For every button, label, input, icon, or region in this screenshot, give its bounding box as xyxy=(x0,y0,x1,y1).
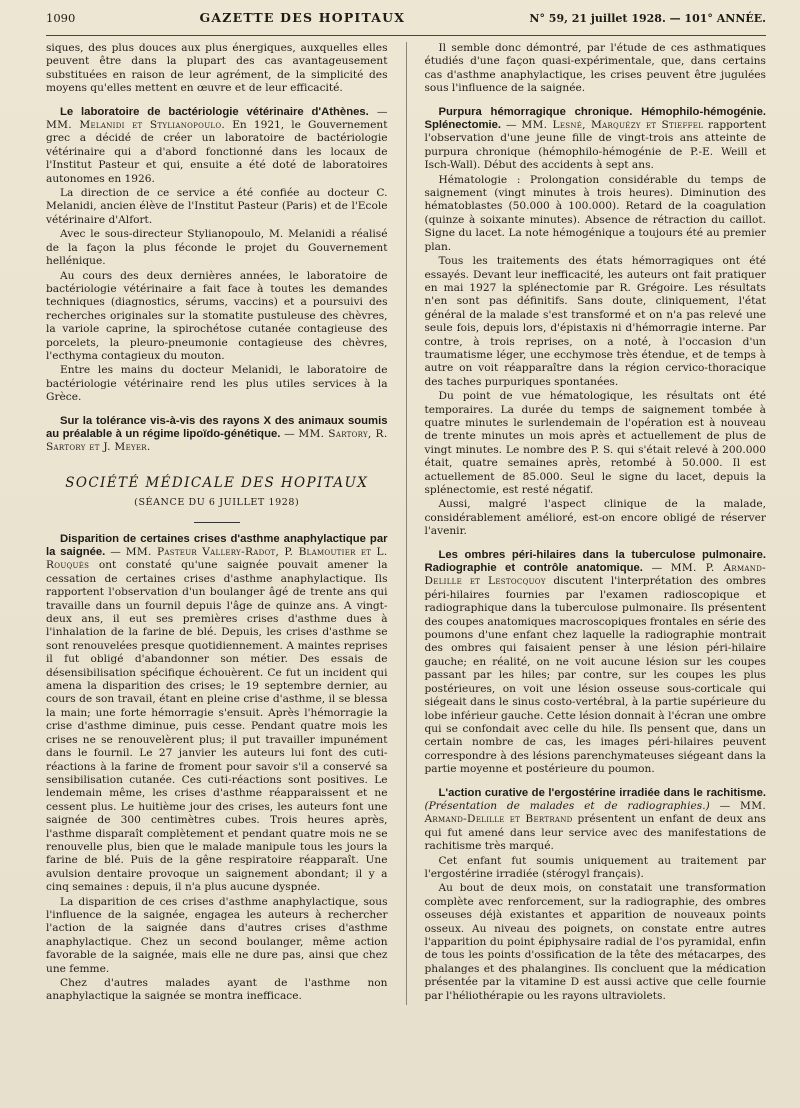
article-heading: L'action curative de l'ergostérine irradiée dans le rachitisme. xyxy=(438,786,766,799)
paragraph: discutent l'interprétation des ombres péri-hilaires fournies par l'examen radioscopique et radiographique dans la tuberculose pulmonaire. Ils présentent des coupes anatomiques macroscopiques frontales en série des poumons d'une enfant chez laquelle la radiographie montrait des ombres qui faisaient penser à une lésion péri-hilaire gauche; en réalité, on ne voit aucune lésion sur les coupes passant par les hiles; par contre, sur les coupes les plus postérieures, on voit une lésion osseuse sous-corticale qui siégeait dans le sinus costo-vertébral, à la partie supérieure du lobe inférieur gauche. Cette lésion donnait à l'écran une ombre qui se confondait avec celle du hile. Ils pensent que, dans un certain nombre de cas, les images péri-hilaires peuvent correspondre à des lésions parenchymateuses siégeant dans la partie moyenne et postérieure du poumon. xyxy=(424,575,767,776)
paragraph: Au bout de deux mois, on constatait une transformation complète avec renforcement, sur la radiographie, des ombres osseuses déjà existantes et apparition de nouveaux points osseux. Au niveau des poignets, on constate entre autres l'apparition du point épiphysaire radial de l'os pyramidal, enfin de tous les points d'ossification de la tête des métacarpes, des phalanges et des phalangines. Ils concluent que la médication présentée par la vitamine D est aussi active que celle fournie par l'héliothérapie ou les rayons ultraviolets. xyxy=(424,882,766,1002)
paragraph: rapportent l'observation d'une jeune fille de vingt-trois ans atteinte de purpura chronique (hémophilo-hémogénie de P.-E. Weill et Isch-Wall). Début des accidents à sept ans. xyxy=(424,119,767,172)
article-rayons xyxy=(46,415,388,455)
session-date: (SÉANCE DU 6 JUILLET 1928) xyxy=(134,497,300,509)
article-ombres xyxy=(424,549,766,777)
article-heading: Le laboratoire de bactériologie vétérinaire d'Athènes. xyxy=(60,105,369,118)
authors: MM. Melanidi et Stylianopoulo. xyxy=(46,119,226,132)
journal-title: GAZETTE DES HOPITAUX xyxy=(199,10,406,25)
article-athenes xyxy=(46,106,388,405)
authors: MM. Pasteur Vallery-Radot, P. Blamoutier et L. Rouquès xyxy=(46,546,388,572)
authors: MM. Lesné, Marquézy et Stieffel xyxy=(521,119,704,132)
paragraph: Aussi, malgré l'aspect clinique de la malade, considérablement amélioré, est-on encore obligé de réserver l'avenir. xyxy=(424,498,766,538)
society-name: SOCIÉTÉ MÉDICALE DES HOPITAUX xyxy=(65,474,369,491)
paragraph: Au cours des deux dernières années, le laboratoire de bactériologie vétérinaire a fait face à toutes les demandes techniques (diagnostics, sérums, vaccins) et a poursuivi des recherches originales sur la stomatite pustuleuse des chèvres, la variole caprine, la spirochétose cutanée contagieuse des porcelets, la pleuro-pneumonie contagieuse des chèvres, l'ecthyma contagieux du mouton. xyxy=(46,269,388,362)
paragraph: La direction de ce service a été confiée au docteur C. Melanidi, ancien élève de l'Institut Pasteur (Paris) et de l'Ecole vétérinaire d'Alfort. xyxy=(46,187,388,226)
em-dash: — xyxy=(651,562,663,575)
left-column xyxy=(46,42,388,1005)
right-column xyxy=(424,42,766,1005)
article-heading: Purpura hémorragique chronique. Hémophilo-hémogénie. Splénectomie. xyxy=(424,105,766,132)
paragraph: Hématologie : Prolongation considérable du temps de saignement (vingt minutes à trois heures). Diminution des hématoblastes (50.000 à 100.000). Retard de la coagulation (quinze à soixante minutes). Absence de rétraction du caillot. Signe du lacet. La note hémogénique a toujours été au premier plan. xyxy=(424,173,766,253)
paragraph: La disparition de ces crises d'asthme anaphylactique, sous l'influence de la saignée, engagea les auteurs à rechercher l'action de la saignée dans d'autres crises d'asthme anaphylactique. Chez un second boulanger, même action favorable de la saignée, mais elle ne dure pas, ainsi que chez une femme. xyxy=(46,895,388,975)
paragraph: Cet enfant fut soumis uniquement au traitement par l'ergostérine irradiée (stérogyl français). xyxy=(424,854,766,880)
article-ergosterine xyxy=(424,787,766,1004)
column-divider xyxy=(406,42,407,1005)
em-dash: — xyxy=(376,105,388,118)
em-dash: — xyxy=(505,119,517,132)
issue-info: N° 59, 21 juillet 1928. — 101° ANNÉE. xyxy=(529,12,766,25)
presentation-note: (Présentation de malades et de radiographies.) xyxy=(424,799,710,812)
article-heading: Les ombres péri-hilaires dans la tuberculose pulmonaire. Radiographie et contrôle anatomique. xyxy=(424,548,766,575)
em-dash: — xyxy=(110,546,121,558)
article-heading: Disparition de certaines crises d'asthme anaphylactique par la saignée. xyxy=(46,532,388,558)
paragraph: présentent un enfant de deux ans qui fut amené dans leur service avec des manifestations de rachitisme très marqué. xyxy=(424,813,766,853)
paragraph: ont constaté qu'une saignée pouvait amener la cessation de certaines crises d'asthme anaphylactique. Ils rapportent l'observation d'un boulanger âgé de trente ans qui travaille dans un fournil depuis l'âge de quinze ans. A vingt-deux ans, il eut ses premières crises d'asthme dues à l'inhalation de la farine de blé. Depuis, les crises d'asthme se sont renouvelées presque quotidiennement. A maintes reprises il fut obligé d'abandonner son métier. Des essais de désensibilisation spécifique échouèrent. Ce fut un incident qui amena la disparition des crises; le 19 septembre dernier, au cours de son travail, étant en pleine crise d'asthme, il se blessa la main; une forte hémorragie s'ensuit. Après l'hémorragie la crise d'asthme diminue, puis cesse. Pendant quatre mois les crises ne se renouvelèrent plus; il put travailler impunément dans le fournil. Le 27 janvier les auteurs lui font des cuti-réactions à la farine de froment pour savoir s'il a conservé sa sensibilisation cutanée. Ces cuti-réactions sont positives. Le lendemain même, les crises d'asthme réapparaissent et ne cessent plus. Le huitième jour des crises, les auteurs font une saignée de 300 centimètres cubes. Trois heures après, l'asthme disparaît complètement et pendant quatre mois ne se renouvelle plus, bien que le malade manipule tous les jours la farine de blé. Puis de la gêne respiratoire réapparaît. Une avulsion dentaire provoque un saignement abondant; il y a cinq semaines : depuis, il n'a plus aucune dyspnée. xyxy=(46,559,388,894)
paragraph: siques, des plus douces aux plus énergiques, auxquelles elles peuvent être dans la plupart des cas avantageusement substituées en raison de leur agrément, de la simplicité des moyens qu'elles mettent en œuvre et de leur efficacité. xyxy=(46,42,388,95)
paragraph: Chez d'autres malades ayant de l'asthme non anaphylactique la saignée se montra inefficace. xyxy=(46,977,388,1003)
columns xyxy=(46,42,766,1005)
authors: MM. Sartory, R. Sartory et J. Meyer. xyxy=(46,427,388,454)
paragraph: Du point de vue hématologique, les résultats ont été temporaires. La durée du temps de saignement tombée à quatre minutes le surlendemain de l'opération est à nouveau de trente minutes un mois après et actuellement de plus de vingt minutes. Le nombre des P. S. qui s'était relevé à 200.000 était, quatre semaines après, retombé à 50.000. Il est actuellement de 85.000. Seul le signe du lacet, depuis la splénectomie, est resté négatif. xyxy=(424,390,766,496)
em-dash: — xyxy=(284,427,295,440)
article-asthme xyxy=(46,533,388,1004)
authors: MM. P. Armand-Delille et Lestocquoy xyxy=(424,562,766,588)
running-head xyxy=(46,10,766,36)
society-heading xyxy=(46,474,388,523)
paragraph: Avec le sous-directeur Stylianopoulo, M. Melanidi a réalisé de la façon la plus féconde le projet du Gouvernement hellénique. xyxy=(46,228,388,268)
paragraph: Il semble donc démontré, par l'étude de ces asthmatiques étudiés d'une façon quasi-expérimentale, que, dans certains cas d'asthme anaphylactique, les crises peuvent être jugulées sous l'influence de la saignée. xyxy=(424,42,766,95)
paragraph: Tous les traitements des états hémorragiques ont été essayés. Devant leur inefficacité, les auteurs ont fait pratiquer en mai 1927 la splénectomie par R. Grégoire. Les résultats n'en sont pas définitifs. Sans doute, cliniquement, l'état général de la malade s'est transformé et on n'a pas relevé une seule fois, depuis lors, d'épistaxis ni d'hémorragie interne. Par contre, à trois reprises, on a noté, à l'occasion d'un traumatisme léger, une ecchymose très étendue, et de temps à autre on voit réapparaître dans la région cervico-thoracique des taches purpuriques spontanées. xyxy=(424,255,766,388)
paragraph: En 1921, le Gouvernement grec a décidé de créer un laboratoire de bactériologie vétérinaire qui a d'abord fonctionné dans les locaux de l'Institut Pasteur et qui, ensuite a été doté de laboratoires autonomes en 1926. xyxy=(46,119,388,185)
authors: MM. Armand-Delille et Bertrand xyxy=(424,799,767,826)
article-purpura xyxy=(424,106,766,539)
em-dash: — xyxy=(719,799,731,812)
paragraph: Entre les mains du docteur Melanidi, le laboratoire de bactériologie vétérinaire rend les plus utiles services à la Grèce. xyxy=(46,364,388,404)
page-number: 1090 xyxy=(46,11,76,25)
divider xyxy=(194,522,240,523)
article-heading: Sur la tolérance vis-à-vis des rayons X des animaux soumis au préalable à un régime lipoïdo-génétique. xyxy=(46,414,388,440)
